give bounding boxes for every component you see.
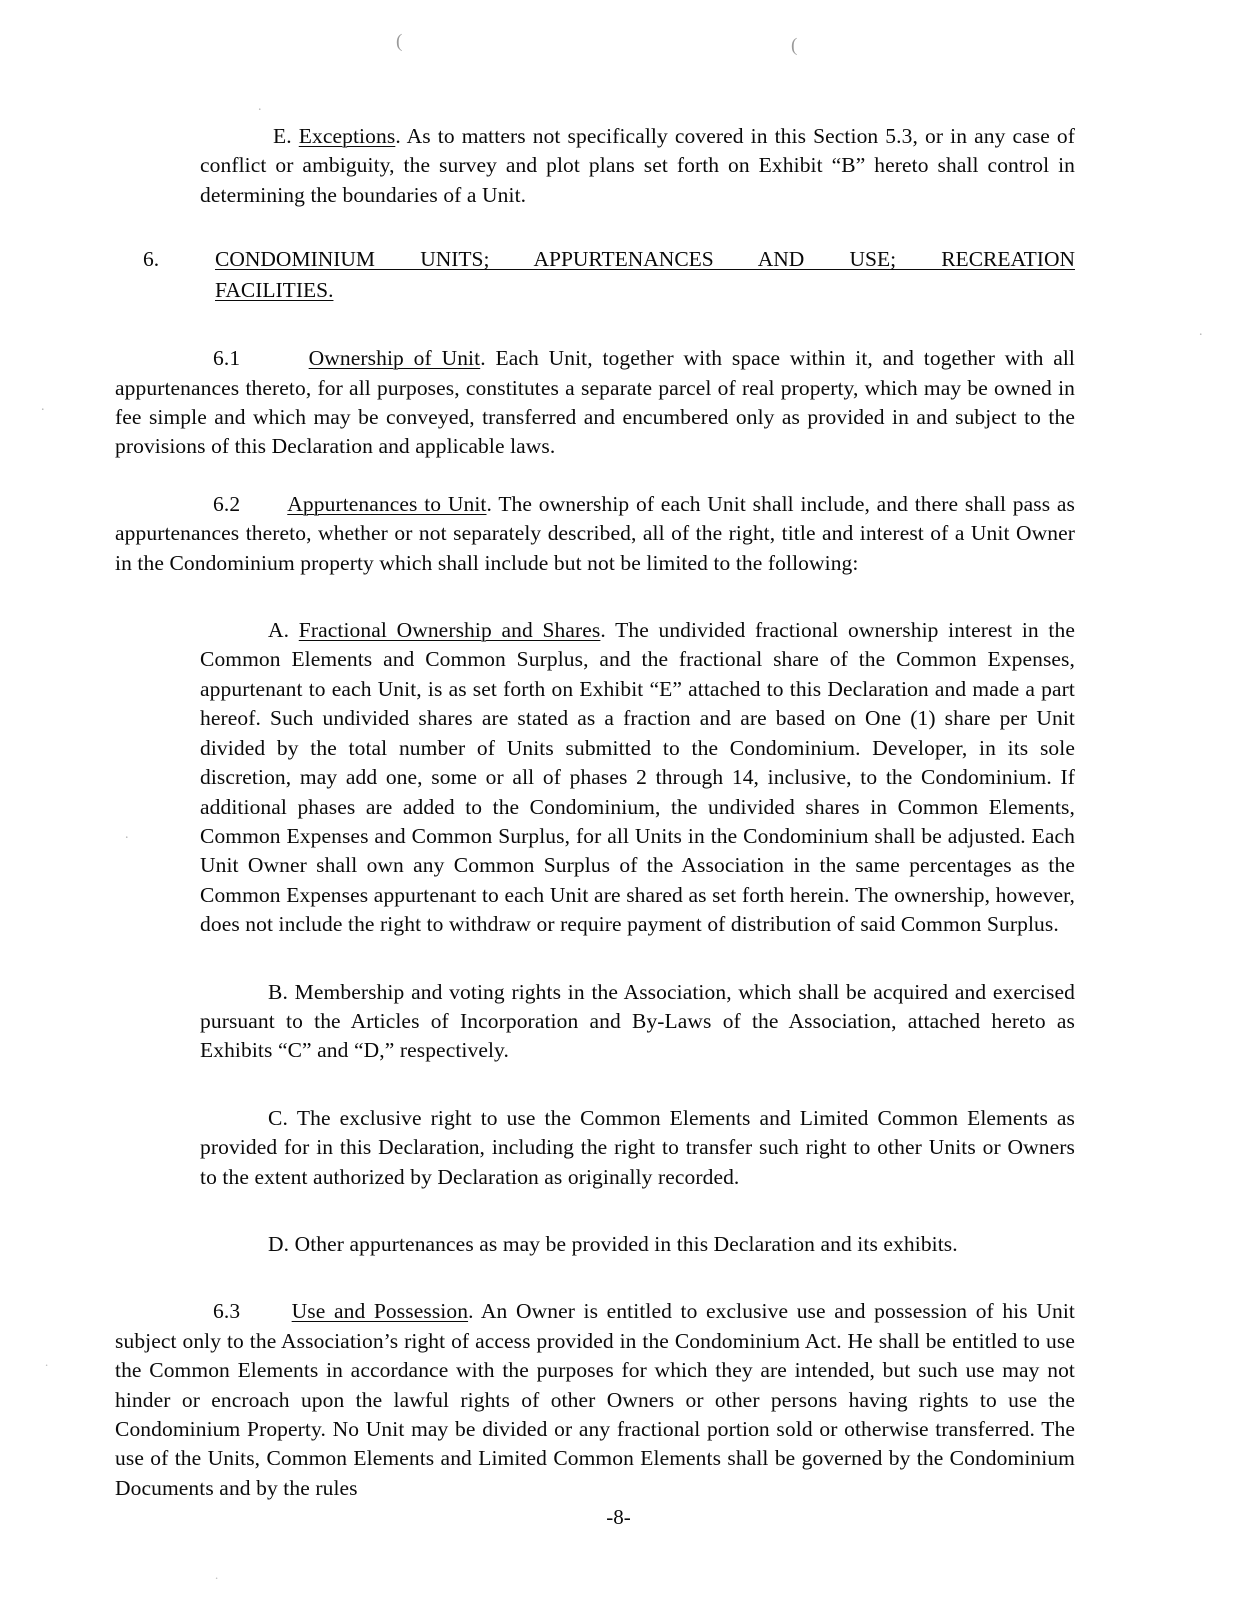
spacer [115,1066,1075,1104]
spacer [115,1259,1075,1297]
spacer [115,210,1075,244]
paragraph-letter: E. [273,124,292,148]
scan-speck-icon: . [1199,324,1203,339]
section-title-line-1: CONDOMINIUM UNITS; APPURTENANCES AND USE; RECREATION [215,247,1075,272]
paragraph-d-other-appurtenances [200,1230,1075,1259]
paragraph-text: Other appurtenances as may be provided in this Declaration and its exhibits. [294,1231,958,1256]
scan-speck-icon: . [215,1567,219,1582]
paragraph-heading: Fractional Ownership and Shares [298,618,601,643]
paragraph-text: Membership and voting rights in the Association, which shall be acquired and exercised pursuant to the Articles of Incorporation and By-Laws of the Association, attached hereto as Exhibits “C” and “D,” respectively. [200,979,1075,1063]
paragraph-heading: Use and Possession [291,1299,469,1324]
scan-artifact-top-right-icon: ( [791,35,798,56]
paragraph-number: 6.3 [213,1299,241,1324]
paragraph-6-1-ownership-of-unit [115,344,1075,462]
paragraph-letter: D. [268,1231,290,1256]
page-number: -8- [606,1505,631,1529]
scan-artifact-top-left-icon: ( [396,31,403,52]
paragraph-6-2-appurtenances-to-unit [115,490,1075,578]
paragraph-a-fractional-ownership-and-shares [200,616,1075,939]
paragraph-text: . An Owner is entitled to exclusive use and possession of his Unit subject only to the Association’s right of access provided in the Condominium Act. He shall be entitled to use the Common Elements in accordance with the purposes for which they are intended, but such use may not hinder or encroach upon the lawful rights of other Owners or other persons having rights to use the Condominium Property. No Unit may be divided or any fractional portion sold or otherwise transferred. The use of the Units, Common Elements and Limited Common Elements shall be governed by the Condominium Documents and by the rules [115,1299,1075,1500]
paragraph-number: 6.1 [213,346,241,371]
scan-speck-icon: . [125,827,129,842]
paragraph-e-exceptions [200,122,1075,210]
paragraph-letter: C. [268,1105,288,1130]
scan-speck-icon: . [45,1354,49,1369]
paragraph-number: 6.2 [213,491,241,516]
section-title [215,244,1075,306]
paragraph-text: The exclusive right to use the Common Elements and Limited Common Elements as provided for in this Declaration, including the right to transfer such right to other Units or Owners to the extent authorized by Declaration as originally recorded. [200,1105,1075,1189]
paragraph-letter: A. [268,618,290,643]
paragraph-b-membership-and-voting-rights [200,978,1075,1066]
paragraph-c-exclusive-right-to-use [200,1104,1075,1192]
section-6-heading [115,244,1075,306]
section-title-line-2: FACILITIES. [215,278,334,303]
paragraph-text: . Each Unit, together with space within it, and together with all appurtenances thereto, for all purposes, constitutes a separate parcel of real property, which may be owned in fee simple and which may be conveyed, transferred and encumbered only as provided in and subject to the provisions of this Declaration and applicable laws. [115,346,1075,459]
section-number: 6. [143,247,160,272]
spacer [115,306,1075,344]
spacer [115,578,1075,616]
paragraph-letter: B. [268,979,288,1004]
paragraph-heading: Ownership of Unit [308,346,481,371]
paragraph-text: . The ownership of each Unit shall include, and there shall pass as appurtenances thereto, whether or not separately described, all of the right, title and interest of a Unit Owner in the Condominium property which shall include but not be limited to the following: [115,491,1076,575]
paragraph-6-3-use-and-possession [115,1297,1075,1503]
scan-speck-icon: . [258,99,262,114]
paragraph-heading: Exceptions [298,124,396,148]
paragraph-text: . The undivided fractional ownership interest in the Common Elements and Common Surplus, and the fractional share of the Common Expenses, appurtenant to each Unit, is as set forth on Exhibit “E” attached to this Declaration and made a part hereof. Such undivided shares are stated as a fraction and are based on One (1) share per Unit divided by the total number of Units submitted to the Condominium. Developer, in its sole discretion, may add one, some or all of phases 2 through 14, inclusive, to the Condominium. If additional phases are added to the Condominium, the undivided shares in Common Elements, Common Expenses and Common Surplus, for all Units in the Condominium shall be adjusted. Each Unit Owner shall own any Common Surplus of the Association in the same percentages as the Common Expenses appurtenant to each Unit are shared as set forth herein. The ownership, however, does not include the right to withdraw or require payment of distribution of said Common Surplus. [200,618,1075,937]
paragraph-text: . As to matters not specifically covered in this Section 5.3, or in any case of conflict or ambiguity, the survey and plot plans set forth on Exhibit “B” hereto shall control in determining the boundaries of a Unit. [200,124,1075,207]
scan-speck-icon: . [41,399,45,414]
paragraph-heading: Appurtenances to Unit [287,491,487,516]
spacer [115,940,1075,978]
document-body [115,122,1075,1503]
spacer [115,1192,1075,1230]
spacer [115,462,1075,490]
